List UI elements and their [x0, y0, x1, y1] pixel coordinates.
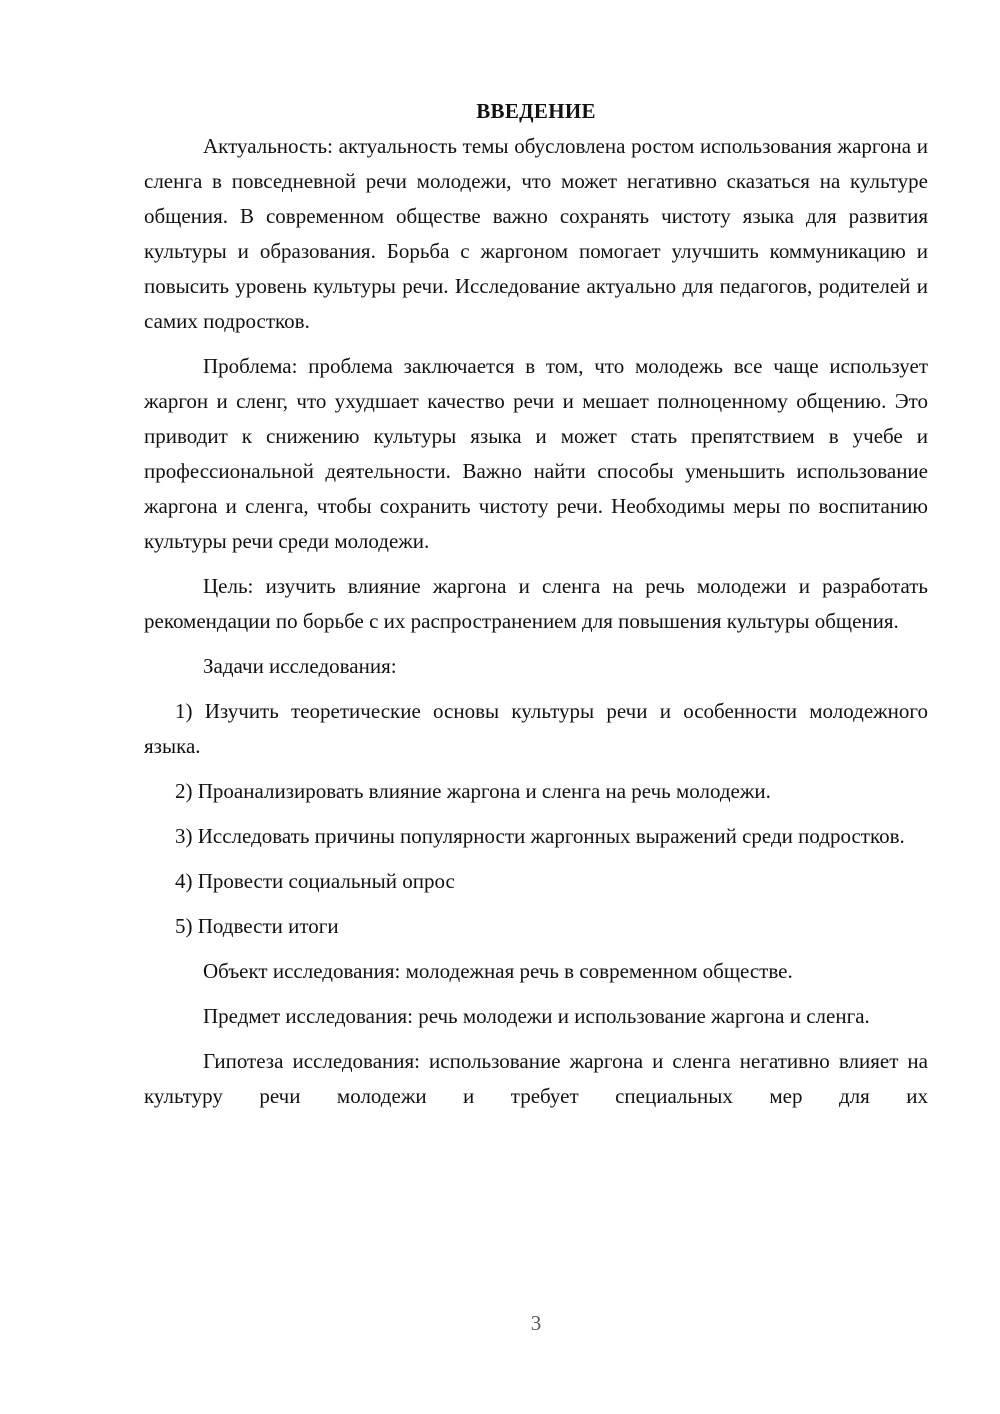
- task-item: 4) Провести социальный опрос: [175, 869, 455, 893]
- subject-paragraph: Предмет исследования: речь молодежи и использование жаргона и сленга.: [203, 1004, 870, 1028]
- task-item: 2) Проанализировать влияние жаргона и сленга на речь молодежи.: [175, 779, 771, 803]
- task-item: 1) Изучить теоретические основы культуры речи и особенности молодежного языка.: [144, 699, 928, 758]
- object-paragraph: Объект исследования: молодежная речь в современном обществе.: [203, 959, 793, 983]
- hypothesis-paragraph: Гипотеза исследования: использование жаргона и сленга негативно влияет на культуру речи молодежи и требует специальных мер для их: [144, 1049, 928, 1108]
- problem-paragraph: Проблема: проблема заключается в том, что молодежь все чаще использует жаргон и сленг, что ухудшает качество речи и мешает полноценному общению. Это приводит к снижению культуры языка и может стать препятствием в учебе и профессиональной деятельности. Важно найти способы уменьшить использование жаргона и сленга, чтобы сохранить чистоту речи. Необходимы меры по воспитанию культуры речи среди молодежи.: [144, 354, 928, 553]
- section-title: ВВЕДЕНИЕ: [476, 99, 596, 123]
- task-item: 3) Исследовать причины популярности жаргонных выражений среди подростков.: [175, 824, 905, 848]
- relevance-paragraph: Актуальность: актуальность темы обусловлена ростом использования жаргона и сленга в повседневной речи молодежи, что может негативно сказаться на культуре общения. В современном обществе важно сохранять чистоту языка для развития культуры и образования. Борьба с жаргоном помогает улучшить коммуникацию и повысить уровень культуры речи. Исследование актуально для педагогов, родителей и самих подростков.: [144, 134, 928, 333]
- goal-paragraph: Цель: изучить влияние жаргона и сленга на речь молодежи и разработать рекомендации по борьбе с их распространением для повышения культуры общения.: [144, 574, 928, 633]
- page-number: 3: [530, 1311, 542, 1335]
- tasks-heading: Задачи исследования:: [203, 654, 397, 678]
- page-content: [144, 94, 928, 1114]
- tasks-list: [144, 694, 928, 944]
- task-item: 5) Подвести итоги: [175, 914, 339, 938]
